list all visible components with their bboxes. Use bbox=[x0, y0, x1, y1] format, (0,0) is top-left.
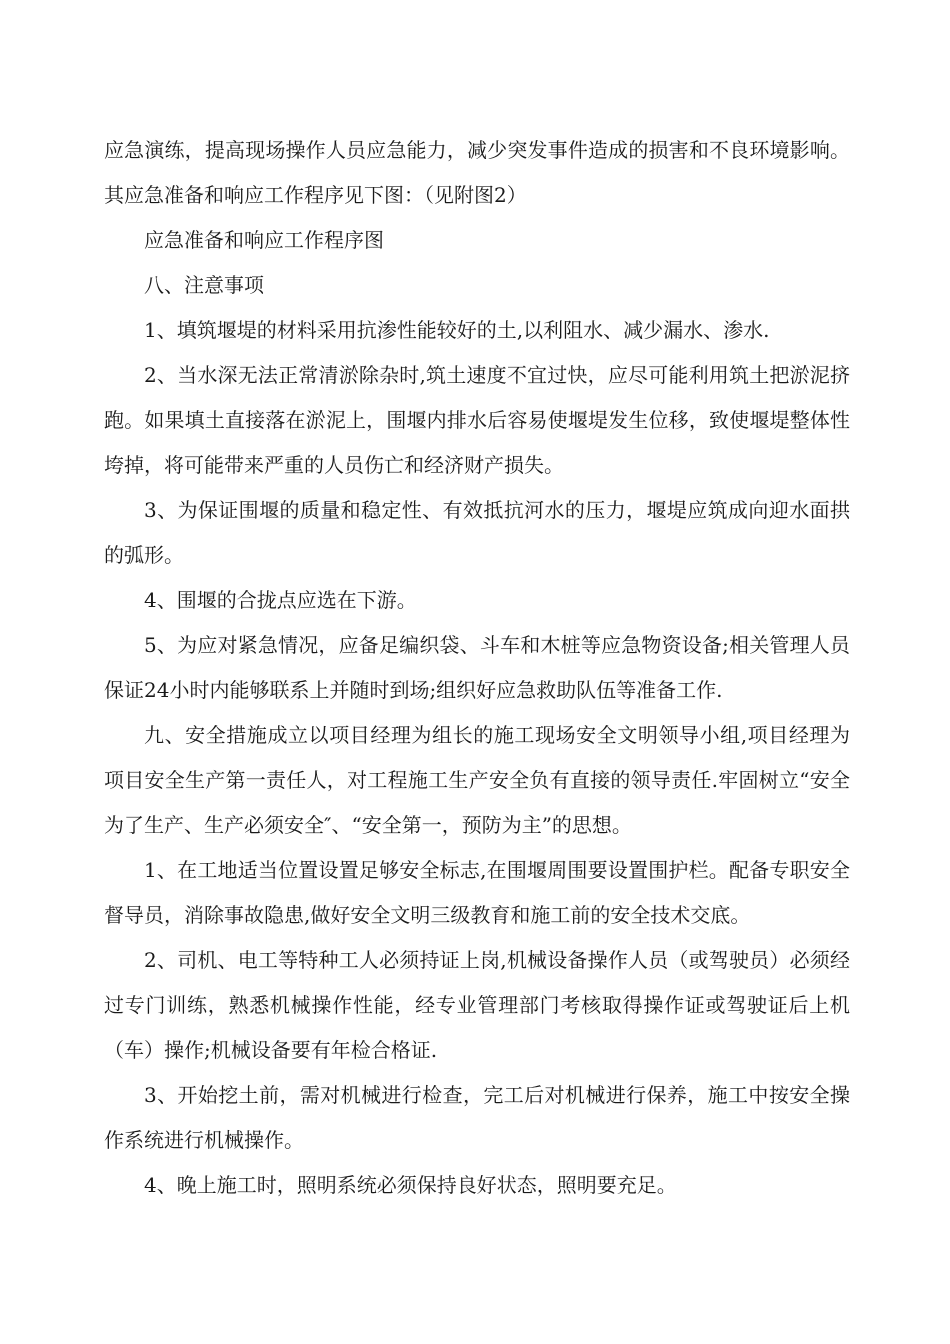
paragraph-precaution-5: 5、为应对紧急情况，应备足编织袋、斗车和木桩等应急物资设备;相关管理人员保证24小时内能够联系上并随时到场;组织好应急救助队伍等准备工作. bbox=[104, 633, 850, 702]
paragraph-emergency-drill: 应急演练，提高现场操作人员应急能力，减少突发事件造成的损害和不良环境影响。其应急准备和响应工作程序见下图：（见附图2） bbox=[104, 138, 850, 207]
paragraph-safety-2: 2、司机、电工等特种工人必须持证上岗,机械设备操作人员（或驾驶员）必须经过专门训练，熟悉机械操作性能，经专业管理部门考核取得操作证或驾驶证后上机（车）操作;机械设备要有年检合格证. bbox=[104, 948, 850, 1062]
paragraph-precaution-2: 2、当水深无法正常清淤除杂时,筑土速度不宜过快，应尽可能利用筑土把淤泥挤跑。如果填土直接落在淤泥上，围堰内排水后容易使堰堤发生位移，致使堰堤整体性垮掉，将可能带来严重的人员伤亡和经济财产损失。 bbox=[104, 363, 850, 477]
section-heading-precautions: 八、注意事项 bbox=[144, 273, 264, 297]
paragraph-precaution-1: 1、填筑堰堤的材料采用抗渗性能较好的土,以利阻水、减少漏水、渗水. bbox=[144, 318, 770, 342]
paragraph-precaution-3: 3、为保证围堰的质量和稳定性、有效抵抗河水的压力，堰堤应筑成向迎水面拱的弧形。 bbox=[104, 498, 850, 567]
paragraph-safety-4: 4、晚上施工时，照明系统必须保持良好状态，照明要充足。 bbox=[144, 1173, 677, 1197]
paragraph-procedure-chart-caption: 应急准备和响应工作程序图 bbox=[144, 228, 384, 252]
section-heading-safety-measures: 九、安全措施成立以项目经理为组长的施工现场安全文明领导小组,项目经理为项目安全生产第一责任人，对工程施工生产安全负有直接的领导责任.牢固树立“安全为了生产、生产必须安全″、“安全第一，预防为主”的思想。 bbox=[104, 723, 850, 837]
document-page bbox=[104, 128, 850, 1208]
paragraph-safety-1: 1、在工地适当位置设置足够安全标志,在围堰周围要设置围护栏。配备专职安全督导员，消除事故隐患,做好安全文明三级教育和施工前的安全技术交底。 bbox=[104, 858, 850, 927]
paragraph-precaution-4: 4、围堰的合拢点应选在下游。 bbox=[144, 588, 417, 612]
paragraph-safety-3: 3、开始挖土前，需对机械进行检查，完工后对机械进行保养，施工中按安全操作系统进行机械操作。 bbox=[104, 1083, 850, 1152]
